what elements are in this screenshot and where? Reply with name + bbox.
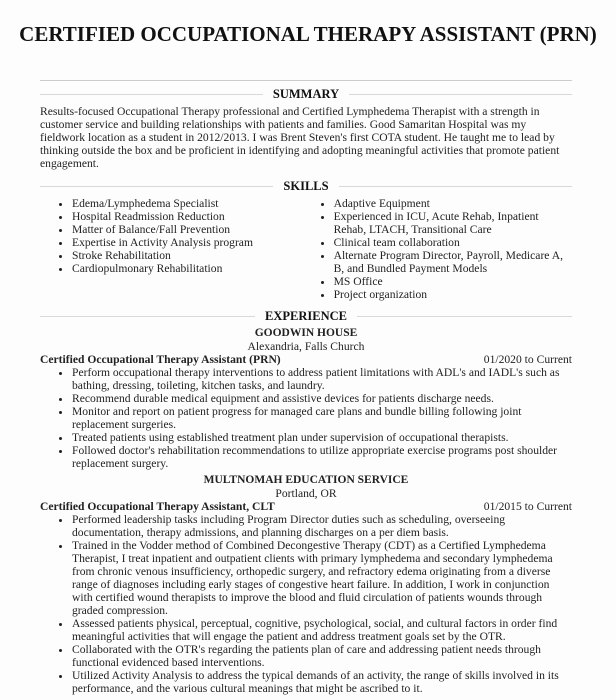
job-bullets: [40, 513, 572, 695]
list-item: • Treated patients using established treatment plan under supervision of occupational therapists.: [72, 431, 572, 444]
section-heading: [40, 88, 572, 101]
company-location: Portland, OR: [275, 487, 337, 500]
section-heading: [40, 310, 572, 323]
list-item: • Collaborated with the OTR's regarding the patients plan of care and addressing patient needs through functional evidenced based interventions.: [72, 643, 572, 669]
divider: [40, 80, 572, 81]
summary-heading: SUMMARY: [272, 87, 340, 101]
list-item: • Project organization: [334, 288, 572, 301]
list-item: • Clinical team collaboration: [334, 236, 572, 249]
skills-right-list: [302, 197, 572, 301]
resume-title: CERTIFIED OCCUPATIONAL THERAPY ASSISTANT (PRN): [19, 22, 597, 46]
list-item: • Adaptive Equipment: [334, 197, 572, 210]
job-header: [40, 500, 572, 513]
list-item: • Matter of Balance/Fall Prevention: [72, 223, 302, 236]
summary-text: Results-focused Occupational Therapy professional and Certified Lymphedema Therapist with a strength in customer service and building relationships with patients and families. Good Samaritan Hospital was my fieldwork location as a student in 2012/2013. I was Brent Steven's first COTA student. He taught me to lead by thinking outside the box and be proficient in identifying and adopting meaningful activities that promote patient engagement.: [40, 105, 560, 170]
skills-left-list: [40, 197, 302, 301]
skills-section: [40, 180, 572, 301]
job-entry: [40, 474, 572, 695]
list-item: • Recommend durable medical equipment and assistive devices for patients discharge needs.: [72, 392, 572, 405]
company-name: MULTNOMAH EDUCATION SERVICE: [203, 474, 409, 486]
list-item: • MS Office: [334, 275, 572, 288]
list-item: • Hospital Readmission Reduction: [72, 210, 302, 223]
list-item: • Monitor and report on patient progress for managed care plans and bundle billing following joint replacement surgeries.: [72, 405, 572, 431]
experience-section: [40, 310, 572, 695]
list-item: • Cardiopulmonary Rehabilitation: [72, 262, 302, 275]
job-dates: 01/2015 to Current: [483, 500, 572, 513]
list-item: • Stroke Rehabilitation: [72, 249, 302, 262]
list-item: • Assessed patients physical, perceptual, cognitive, psychological, social, and cultural factors in order find meaningful activities that will engage the patient and address treatment goals set by the OTR.: [72, 617, 572, 643]
job-title: Certified Occupational Therapy Assistant, CLT: [40, 500, 275, 513]
list-item: • Edema/Lymphedema Specialist: [72, 197, 302, 210]
list-item: • Performed leadership tasks including Program Director duties such as scheduling, overseeing documentation, therapy admissions, and planning discharges on a per diem basis.: [72, 513, 572, 539]
list-item: • Utilized Activity Analysis to address the typical demands of an activity, the range of skills involved in its performance, and the various cultural meanings that might be ascribed to it.: [72, 669, 572, 695]
section-heading: [40, 180, 572, 193]
list-item: • Perform occupational therapy interventions to address patient limitations with ADL's and IADL's such as bathing, dressing, toileting, kitchen tasks, and laundry.: [72, 366, 572, 392]
list-item: • Experienced in ICU, Acute Rehab, Inpatient Rehab, LTACH, Transitional Care: [334, 210, 572, 236]
job-title: Certified Occupational Therapy Assistant (PRN): [40, 353, 281, 366]
summary-section: [40, 88, 572, 170]
list-item: • Expertise in Activity Analysis program: [72, 236, 302, 249]
jobs-list: [40, 327, 572, 695]
company-name: GOODWIN HOUSE: [254, 327, 358, 339]
skills-heading: SKILLS: [283, 179, 329, 193]
job-header: [40, 353, 572, 366]
job-dates: 01/2020 to Current: [483, 353, 572, 366]
experience-heading: EXPERIENCE: [265, 309, 347, 323]
job-bullets: [40, 366, 572, 470]
list-item: • Followed doctor's rehabilitation recommendations to utilize appropriate exercise programs post shoulder replacement surgery.: [72, 444, 572, 470]
list-item: • Alternate Program Director, Payroll, Medicare A, B, and Bundled Payment Models: [334, 249, 572, 275]
job-entry: [40, 327, 572, 470]
list-item: • Trained in the Vodder method of Combined Decongestive Therapy (CDT) as a Certified Lymphedema Therapist, I treat inpatient and outpatient clients with primary lymphedema and secondary lymphedema from chronic venous insufficiency, orthopedic surgery, and refractory edema originating from a diverse range of diagnoses including early stages of congestive heart failure. In addition, I work in conjunction with certified wound therapists to improve the blood and fluid circulation of patients wounds through graded compression.: [72, 539, 572, 617]
company-location: Alexandria, Falls Church: [247, 340, 365, 353]
